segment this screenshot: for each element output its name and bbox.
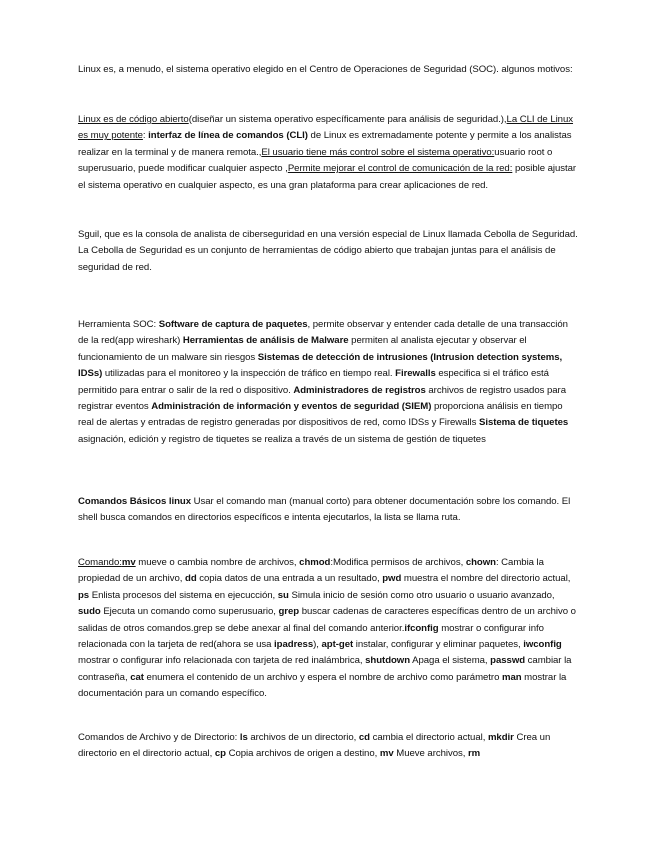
text-segment: cat xyxy=(130,671,144,683)
text-segment: mkdir xyxy=(487,732,514,743)
text-segment: buscar cadenas de caracteres específicas dentro de un archivo o salidas de otros comandos.grep se debe anexar al final del comando anterior. xyxy=(78,606,576,634)
text-segment: mostrar o configurar info relacionada con la tarjeta de red(ahora se usa xyxy=(78,622,544,651)
text-segment: cd xyxy=(358,732,370,743)
text-segment: , permite observar y entender cada detalle de una transacción de la red(app wireshark) xyxy=(78,319,568,347)
paragraph-basic-commands xyxy=(78,494,578,527)
text-segment: sudo xyxy=(78,606,101,618)
text-segment: ), xyxy=(313,639,322,651)
text-segment: posible ajustar el sistema operativo en cualquier aspecto, es una gran plataforma para crear aplicaciones de red. xyxy=(78,163,577,191)
text-segment: mostrar la documentación para un comando específico. xyxy=(78,671,567,700)
text-segment: dd xyxy=(185,573,197,585)
text-segment: Enlista procesos del sistema en ejecucción, xyxy=(89,589,278,601)
text-segment: Herramienta SOC: xyxy=(78,319,159,330)
text-segment: Firewalls xyxy=(395,368,436,380)
text-segment: Administración de información y eventos de seguridad (SIEM) xyxy=(151,401,432,413)
text-segment: (diseñar un sistema operativo específicamente para análisis de seguridad.), xyxy=(188,114,507,125)
paragraph-command-list xyxy=(78,555,578,703)
text-segment: Administradores de registros xyxy=(293,384,426,396)
text-segment: grep xyxy=(278,606,300,618)
text-segment: Linux es de código abierto xyxy=(78,114,189,125)
text-segment: : xyxy=(142,130,149,142)
text-segment: chmod xyxy=(299,557,331,568)
paragraph-file-directory-commands xyxy=(78,730,578,763)
text-segment: Apaga el sistema, xyxy=(410,655,491,667)
text-segment: Mueve archivos, xyxy=(393,748,468,760)
paragraph-sguil xyxy=(78,227,578,276)
text-segment: iwconfig xyxy=(523,639,562,651)
text-segment: cp xyxy=(214,748,226,760)
text-segment: instalar, configurar y eliminar paquetes, xyxy=(353,639,524,651)
text-segment: Comandos Básicos linux xyxy=(78,496,191,507)
text-segment: mv xyxy=(379,748,394,760)
text-segment: Software de captura de paquetes xyxy=(158,319,308,330)
text-segment: Ejecuta un comando como superusuario, xyxy=(100,606,279,618)
text-segment: shutdown xyxy=(365,655,411,667)
text-segment: Comandos de Archivo y de Directorio: xyxy=(78,732,240,743)
text-segment: Usar el comando man (manual corto) para obtener documentación sobre los comando. El shell busca comandos en directorios específicos e intenta ejecutarlos, la lista se llama ruta. xyxy=(78,496,571,524)
text-segment: ps xyxy=(78,589,90,601)
text-segment: mostrar o configurar info relacionada con tarjeta de red inalámbrica, xyxy=(78,655,366,667)
text-segment: su xyxy=(277,589,289,601)
text-segment: El usuario tiene más control sobre el sistema operativo: xyxy=(261,146,495,158)
paragraph-linux-soc-intro xyxy=(78,62,578,78)
paragraph-linux-advantages xyxy=(78,112,578,194)
text-segment: archivos de registro usados para registrar eventos xyxy=(78,384,566,413)
text-segment: chown xyxy=(465,557,496,568)
text-segment: cambia el directorio actual, xyxy=(370,732,488,743)
text-segment: ipadress xyxy=(274,639,314,651)
text-segment: : Cambia la propiedad de un archivo, xyxy=(78,557,544,585)
text-segment: Crea un directorio en el directorio actual, xyxy=(78,732,551,760)
text-segment: utilizadas para el monitoreo y la inspección de tráfico en tiempo real. xyxy=(102,368,396,380)
text-segment: rm xyxy=(467,748,481,760)
text-segment: Herramientas de análisis de Malware xyxy=(182,335,349,347)
text-segment: permiten al analista ejecutar y observar el funcionamiento de un malware sin riesgos xyxy=(78,335,527,363)
text-segment: asignación, edición y registro de tiquetes se realiza a través de un sistema de gestión de tiquetes xyxy=(78,433,486,445)
text-segment: pwd xyxy=(382,573,402,585)
text-segment: interfaz de línea de comandos (CLI) xyxy=(148,130,308,142)
text-segment: especifica si el tráfico está permitido para entrar o salir de la red o dispositivo. xyxy=(78,368,549,396)
text-segment: man xyxy=(501,671,522,683)
text-segment: archivos de un directorio, xyxy=(247,732,359,743)
text-segment: enumera el contenido de un archivo y espera el nombre de archivo como parámetro xyxy=(143,671,502,683)
text-segment: mueve o cambia nombre de archivos, xyxy=(135,557,300,568)
text-segment: Linux es, a menudo, el sistema operativo elegido en el Centro de Operaciones de Seguridad (SOC). algunos motivos: xyxy=(78,64,573,75)
text-segment: Sistemas de detección de intrusiones (Intrusion detection systems, IDSs) xyxy=(78,351,563,380)
text-segment: cambiar la contraseña, xyxy=(78,655,572,683)
text-segment: :Modifica permisos de archivos, xyxy=(330,557,466,568)
text-segment: de Linux es extremadamente potente y permite a los analistas realizar en la terminal y de manera remota., xyxy=(78,130,572,158)
text-segment: Copia archivos de origen a destino, xyxy=(225,748,380,760)
text-segment: apt-get xyxy=(321,639,354,651)
text-segment: copia datos de una entrada a un resultado, xyxy=(196,573,383,585)
text-segment: proporciona análisis en tiempo real de alertas y entradas de registro generadas por dispositivos de red, como IDSs y Firewalls xyxy=(78,401,563,429)
text-segment: passwd xyxy=(490,655,526,667)
text-segment: Sistema de tiquetes xyxy=(479,417,569,429)
text-segment: Permite mejorar el control de comunicación de la red: xyxy=(287,163,513,175)
text-segment: Simula inicio de sesión como otro usuario o usuario avanzado, xyxy=(288,589,555,601)
text-segment: Sguil, que es la consola de analista de ciberseguridad en una versión especial de Linux llamada Cebolla de Seguridad. La Cebolla de Seguridad es un conjunto de herramientas de código abierto que trabajan juntas para el análisis de seguridad de red. xyxy=(78,229,578,273)
text-segment: La CLI de Linux es muy potente xyxy=(78,114,574,142)
paragraph-soc-tools xyxy=(78,317,578,448)
text-segment: mv xyxy=(121,557,136,568)
text-segment: ls xyxy=(239,732,248,743)
text-segment: ifconfig xyxy=(404,622,439,634)
text-segment: muestra el nombre del directorio actual, xyxy=(401,573,571,585)
text-segment: Comando: xyxy=(78,557,122,568)
text-segment: usuario root o superusuario, puede modificar cualquier aspecto , xyxy=(78,146,553,175)
